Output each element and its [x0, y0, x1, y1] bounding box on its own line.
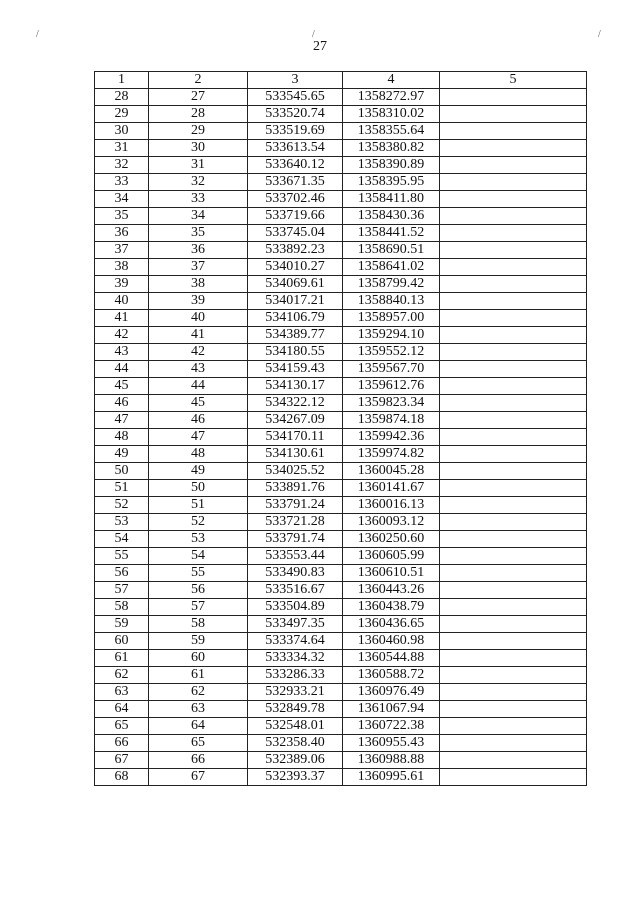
table-row	[95, 344, 587, 361]
table-cell-col-2: 64	[149, 718, 248, 735]
table-cell-col-1: 64	[95, 701, 149, 718]
table-cell-col-3: 532389.06	[248, 752, 343, 769]
table-cell-col-3: 534069.61	[248, 276, 343, 293]
table-cell-col-2: 50	[149, 480, 248, 497]
table-cell-col-3: 533702.46	[248, 191, 343, 208]
table-cell-col-1: 50	[95, 463, 149, 480]
table-cell-col-4: 1358799.42	[343, 276, 440, 293]
table-cell-col-5	[440, 174, 587, 191]
table-cell-col-2: 32	[149, 174, 248, 191]
table-cell-col-4: 1359974.82	[343, 446, 440, 463]
table-cell-col-3: 534267.09	[248, 412, 343, 429]
table-cell-col-3: 533891.76	[248, 480, 343, 497]
table-cell-col-4: 1360045.28	[343, 463, 440, 480]
column-header-1: 1	[95, 72, 149, 89]
table-cell-col-5	[440, 480, 587, 497]
table-cell-col-1: 56	[95, 565, 149, 582]
table-cell-col-2: 51	[149, 497, 248, 514]
table-cell-col-4: 1360438.79	[343, 599, 440, 616]
table-cell-col-3: 533520.74	[248, 106, 343, 123]
column-header-5: 5	[440, 72, 587, 89]
table-cell-col-5	[440, 395, 587, 412]
table-cell-col-4: 1358380.82	[343, 140, 440, 157]
table-row	[95, 769, 587, 786]
table-cell-col-3: 534389.77	[248, 327, 343, 344]
table-cell-col-4: 1360250.60	[343, 531, 440, 548]
table-cell-col-3: 534159.43	[248, 361, 343, 378]
table-cell-col-5	[440, 718, 587, 735]
table-cell-col-5	[440, 225, 587, 242]
table-cell-col-2: 40	[149, 310, 248, 327]
column-header-3: 3	[248, 72, 343, 89]
table-cell-col-2: 53	[149, 531, 248, 548]
table-cell-col-3: 534106.79	[248, 310, 343, 327]
table-row	[95, 174, 587, 191]
table-cell-col-2: 34	[149, 208, 248, 225]
table-cell-col-5	[440, 140, 587, 157]
table-cell-col-5	[440, 582, 587, 599]
table-cell-col-2: 44	[149, 378, 248, 395]
table-cell-col-5	[440, 106, 587, 123]
table-row	[95, 259, 587, 276]
table-cell-col-4: 1358272.97	[343, 89, 440, 106]
table-cell-col-5	[440, 208, 587, 225]
table-cell-col-1: 62	[95, 667, 149, 684]
table-cell-col-1: 51	[95, 480, 149, 497]
table-row	[95, 531, 587, 548]
table-cell-col-2: 36	[149, 242, 248, 259]
table-cell-col-2: 63	[149, 701, 248, 718]
table-cell-col-3: 534180.55	[248, 344, 343, 361]
table-cell-col-2: 65	[149, 735, 248, 752]
table-row	[95, 548, 587, 565]
table-cell-col-1: 28	[95, 89, 149, 106]
table-cell-col-5	[440, 565, 587, 582]
table-cell-col-1: 37	[95, 242, 149, 259]
table-cell-col-5	[440, 684, 587, 701]
table-cell-col-4: 1358411.80	[343, 191, 440, 208]
table-cell-col-2: 49	[149, 463, 248, 480]
table-cell-col-2: 29	[149, 123, 248, 140]
table-cell-col-5	[440, 276, 587, 293]
table-cell-col-4: 1359567.70	[343, 361, 440, 378]
table-cell-col-4: 1360436.65	[343, 616, 440, 633]
table-cell-col-5	[440, 752, 587, 769]
table-cell-col-1: 34	[95, 191, 149, 208]
table-cell-col-5	[440, 463, 587, 480]
table-cell-col-5	[440, 89, 587, 106]
table-cell-col-1: 33	[95, 174, 149, 191]
table-cell-col-4: 1360995.61	[343, 769, 440, 786]
scan-mark-left: /	[36, 29, 39, 40]
table-row	[95, 242, 587, 259]
table-row	[95, 106, 587, 123]
table-row	[95, 89, 587, 106]
table-row	[95, 497, 587, 514]
table-cell-col-5	[440, 327, 587, 344]
table-cell-col-3: 533286.33	[248, 667, 343, 684]
table-cell-col-3: 533374.64	[248, 633, 343, 650]
table-cell-col-1: 59	[95, 616, 149, 633]
table-row	[95, 395, 587, 412]
table-cell-col-5	[440, 344, 587, 361]
table-cell-col-5	[440, 599, 587, 616]
table-cell-col-3: 534025.52	[248, 463, 343, 480]
table-cell-col-1: 46	[95, 395, 149, 412]
table-cell-col-2: 48	[149, 446, 248, 463]
table-cell-col-5	[440, 157, 587, 174]
table-cell-col-1: 55	[95, 548, 149, 565]
table-header-row	[95, 72, 587, 89]
table-row	[95, 412, 587, 429]
table-cell-col-2: 47	[149, 429, 248, 446]
table-cell-col-3: 533334.32	[248, 650, 343, 667]
table-cell-col-2: 56	[149, 582, 248, 599]
table-cell-col-1: 54	[95, 531, 149, 548]
table-cell-col-2: 31	[149, 157, 248, 174]
table-cell-col-1: 53	[95, 514, 149, 531]
table-cell-col-1: 49	[95, 446, 149, 463]
table-cell-col-4: 1360976.49	[343, 684, 440, 701]
table-row	[95, 191, 587, 208]
column-header-4: 4	[343, 72, 440, 89]
table-cell-col-2: 60	[149, 650, 248, 667]
table-cell-col-5	[440, 446, 587, 463]
table-cell-col-3: 533671.35	[248, 174, 343, 191]
table-cell-col-2: 43	[149, 361, 248, 378]
table-cell-col-5	[440, 378, 587, 395]
table-cell-col-1: 66	[95, 735, 149, 752]
table-cell-col-3: 533519.69	[248, 123, 343, 140]
table-cell-col-2: 66	[149, 752, 248, 769]
table-cell-col-3: 533553.44	[248, 548, 343, 565]
table-cell-col-1: 39	[95, 276, 149, 293]
table-cell-col-3: 533490.83	[248, 565, 343, 582]
table-cell-col-2: 67	[149, 769, 248, 786]
table-cell-col-4: 1360093.12	[343, 514, 440, 531]
table-row	[95, 480, 587, 497]
table-cell-col-4: 1360141.67	[343, 480, 440, 497]
table-cell-col-4: 1358840.13	[343, 293, 440, 310]
table-cell-col-4: 1358395.95	[343, 174, 440, 191]
table-row	[95, 616, 587, 633]
table-cell-col-3: 534322.12	[248, 395, 343, 412]
table-cell-col-5	[440, 616, 587, 633]
table-row	[95, 514, 587, 531]
table-body	[95, 89, 587, 786]
table-cell-col-2: 52	[149, 514, 248, 531]
table-cell-col-4: 1360610.51	[343, 565, 440, 582]
table-cell-col-2: 54	[149, 548, 248, 565]
table-cell-col-2: 38	[149, 276, 248, 293]
table-row	[95, 157, 587, 174]
table-cell-col-2: 39	[149, 293, 248, 310]
table-cell-col-2: 57	[149, 599, 248, 616]
table-cell-col-1: 41	[95, 310, 149, 327]
column-header-2: 2	[149, 72, 248, 89]
table-cell-col-4: 1358390.89	[343, 157, 440, 174]
table-cell-col-1: 38	[95, 259, 149, 276]
table-row	[95, 446, 587, 463]
table-cell-col-4: 1360588.72	[343, 667, 440, 684]
table-cell-col-3: 534170.11	[248, 429, 343, 446]
table-cell-col-3: 532393.37	[248, 769, 343, 786]
table-cell-col-1: 67	[95, 752, 149, 769]
table-cell-col-4: 1358430.36	[343, 208, 440, 225]
table-cell-col-4: 1358957.00	[343, 310, 440, 327]
table-cell-col-3: 533745.04	[248, 225, 343, 242]
scan-mark-right: /	[598, 29, 601, 40]
table-cell-col-4: 1360443.26	[343, 582, 440, 599]
table-row	[95, 225, 587, 242]
table-cell-col-1: 45	[95, 378, 149, 395]
table-cell-col-3: 533791.24	[248, 497, 343, 514]
table-cell-col-2: 58	[149, 616, 248, 633]
table-cell-col-1: 31	[95, 140, 149, 157]
table-cell-col-1: 44	[95, 361, 149, 378]
table-cell-col-3: 533719.66	[248, 208, 343, 225]
table-cell-col-1: 30	[95, 123, 149, 140]
table-cell-col-4: 1358641.02	[343, 259, 440, 276]
table-cell-col-1: 65	[95, 718, 149, 735]
table-cell-col-1: 63	[95, 684, 149, 701]
table-cell-col-3: 534017.21	[248, 293, 343, 310]
table-cell-col-1: 43	[95, 344, 149, 361]
table-cell-col-2: 28	[149, 106, 248, 123]
table-cell-col-4: 1358310.02	[343, 106, 440, 123]
table-cell-col-3: 532358.40	[248, 735, 343, 752]
table-cell-col-5	[440, 531, 587, 548]
table-row	[95, 718, 587, 735]
table-row	[95, 463, 587, 480]
table-row	[95, 276, 587, 293]
table-cell-col-4: 1360544.88	[343, 650, 440, 667]
table-cell-col-2: 27	[149, 89, 248, 106]
table-cell-col-5	[440, 310, 587, 327]
table-cell-col-4: 1359612.76	[343, 378, 440, 395]
table-row	[95, 361, 587, 378]
table-cell-col-5	[440, 242, 587, 259]
table-cell-col-4: 1359874.18	[343, 412, 440, 429]
table-cell-col-4: 1359942.36	[343, 429, 440, 446]
table-row	[95, 327, 587, 344]
table-cell-col-5	[440, 735, 587, 752]
table-row	[95, 140, 587, 157]
table-cell-col-1: 47	[95, 412, 149, 429]
table-cell-col-5	[440, 361, 587, 378]
table-row	[95, 293, 587, 310]
scan-mark-center: /	[312, 29, 315, 40]
table-cell-col-5	[440, 514, 587, 531]
table-cell-col-5	[440, 412, 587, 429]
table-row	[95, 582, 587, 599]
table-cell-col-4: 1358441.52	[343, 225, 440, 242]
table-cell-col-1: 32	[95, 157, 149, 174]
table-cell-col-2: 33	[149, 191, 248, 208]
table-cell-col-4: 1360605.99	[343, 548, 440, 565]
table-row	[95, 208, 587, 225]
table-cell-col-4: 1360016.13	[343, 497, 440, 514]
table-cell-col-3: 533497.35	[248, 616, 343, 633]
table-cell-col-2: 42	[149, 344, 248, 361]
table-cell-col-1: 42	[95, 327, 149, 344]
table-cell-col-1: 40	[95, 293, 149, 310]
table-cell-col-1: 35	[95, 208, 149, 225]
table-cell-col-3: 534130.61	[248, 446, 343, 463]
table-cell-col-5	[440, 667, 587, 684]
table-cell-col-1: 68	[95, 769, 149, 786]
table-cell-col-5	[440, 497, 587, 514]
table-cell-col-5	[440, 293, 587, 310]
table-cell-col-1: 61	[95, 650, 149, 667]
table-cell-col-1: 60	[95, 633, 149, 650]
table-cell-col-2: 61	[149, 667, 248, 684]
table-cell-col-3: 534010.27	[248, 259, 343, 276]
table-cell-col-1: 29	[95, 106, 149, 123]
table-cell-col-3: 533516.67	[248, 582, 343, 599]
table-cell-col-3: 532548.01	[248, 718, 343, 735]
table-cell-col-4: 1360460.98	[343, 633, 440, 650]
table-cell-col-3: 533892.23	[248, 242, 343, 259]
table-cell-col-5	[440, 650, 587, 667]
table-row	[95, 123, 587, 140]
table-row	[95, 650, 587, 667]
table-cell-col-1: 48	[95, 429, 149, 446]
table-cell-col-5	[440, 633, 587, 650]
table-cell-col-2: 35	[149, 225, 248, 242]
table-cell-col-5	[440, 123, 587, 140]
table-cell-col-3: 532849.78	[248, 701, 343, 718]
table-cell-col-2: 59	[149, 633, 248, 650]
table-cell-col-1: 52	[95, 497, 149, 514]
table-cell-col-5	[440, 429, 587, 446]
table-cell-col-2: 46	[149, 412, 248, 429]
table-cell-col-4: 1361067.94	[343, 701, 440, 718]
coordinates-table	[94, 71, 587, 786]
table-cell-col-4: 1360955.43	[343, 735, 440, 752]
page-number: 27	[313, 39, 327, 54]
table-cell-col-5	[440, 769, 587, 786]
table-row	[95, 310, 587, 327]
table-cell-col-2: 45	[149, 395, 248, 412]
table-cell-col-2: 30	[149, 140, 248, 157]
table-row	[95, 633, 587, 650]
table-cell-col-5	[440, 259, 587, 276]
table-cell-col-2: 41	[149, 327, 248, 344]
table-cell-col-5	[440, 191, 587, 208]
table-cell-col-2: 55	[149, 565, 248, 582]
table-cell-col-4: 1359552.12	[343, 344, 440, 361]
table-cell-col-3: 533545.65	[248, 89, 343, 106]
table-row	[95, 429, 587, 446]
table-cell-col-4: 1360988.88	[343, 752, 440, 769]
table-cell-col-1: 36	[95, 225, 149, 242]
table-cell-col-3: 533721.28	[248, 514, 343, 531]
table-cell-col-4: 1358355.64	[343, 123, 440, 140]
table-cell-col-3: 533504.89	[248, 599, 343, 616]
table-cell-col-3: 534130.17	[248, 378, 343, 395]
table-row	[95, 735, 587, 752]
table-row	[95, 667, 587, 684]
table-cell-col-1: 57	[95, 582, 149, 599]
table-row	[95, 684, 587, 701]
table-cell-col-4: 1359294.10	[343, 327, 440, 344]
table-row	[95, 378, 587, 395]
table-cell-col-3: 532933.21	[248, 684, 343, 701]
table-cell-col-2: 37	[149, 259, 248, 276]
table-cell-col-4: 1358690.51	[343, 242, 440, 259]
table-row	[95, 565, 587, 582]
table-cell-col-1: 58	[95, 599, 149, 616]
table-row	[95, 599, 587, 616]
table-row	[95, 752, 587, 769]
table-cell-col-4: 1360722.38	[343, 718, 440, 735]
table-cell-col-4: 1359823.34	[343, 395, 440, 412]
table-cell-col-3: 533791.74	[248, 531, 343, 548]
table-cell-col-5	[440, 548, 587, 565]
table-cell-col-3: 533613.54	[248, 140, 343, 157]
table-cell-col-2: 62	[149, 684, 248, 701]
table-cell-col-3: 533640.12	[248, 157, 343, 174]
table-row	[95, 701, 587, 718]
table-cell-col-5	[440, 701, 587, 718]
